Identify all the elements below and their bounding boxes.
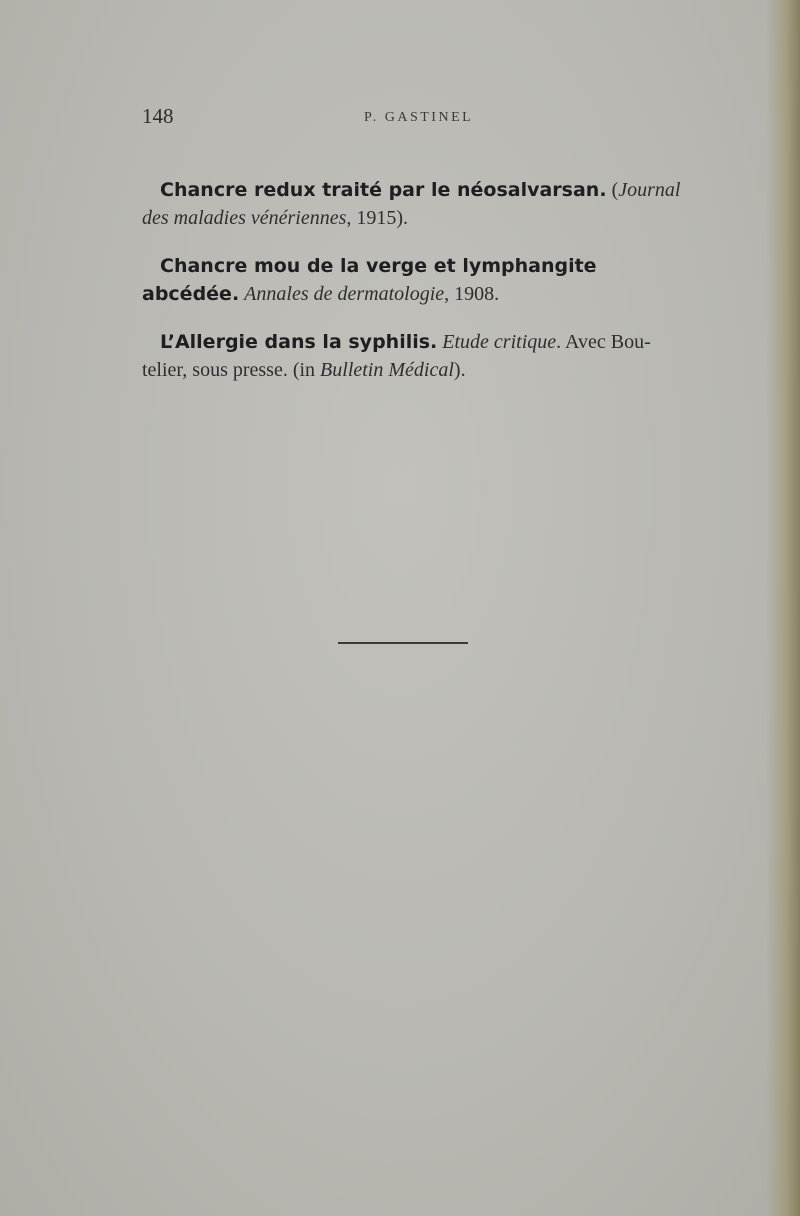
bibliography-list [142, 156, 690, 396]
entry-title: L’Allergie dans la syphilis. [160, 331, 438, 353]
entry-source-subtitle: Etude critique [442, 331, 557, 353]
entry-source-note: . Avec Bou-telier, sous presse. (in [142, 331, 651, 381]
page-edge-shadow [766, 0, 800, 1216]
page-number: 148 [142, 104, 174, 128]
entry-title: Chancre redux traité par le néosalvarsan. [160, 179, 607, 201]
bibliography-entry [142, 252, 690, 308]
bibliography-entry [142, 176, 690, 232]
entry-source-year: , 1915). [346, 207, 409, 229]
entry-source-close: ). [453, 359, 466, 381]
bibliography-entry [142, 328, 690, 384]
entry-title: Chancre mou de la verge et lymphangite abcédée. [142, 255, 597, 305]
end-rule-divider [338, 642, 468, 644]
running-head-author: P. GASTINEL [364, 110, 474, 125]
entry-source-journal: Bulletin Médical [320, 359, 454, 381]
entry-source-journal: Journal des maladies vénériennes [142, 179, 681, 229]
entry-source-open: ( [606, 179, 619, 201]
entry-source-journal: Annales de dermatologie [244, 283, 445, 305]
page-header [142, 104, 682, 134]
entry-source-year: , 1908. [444, 283, 500, 305]
